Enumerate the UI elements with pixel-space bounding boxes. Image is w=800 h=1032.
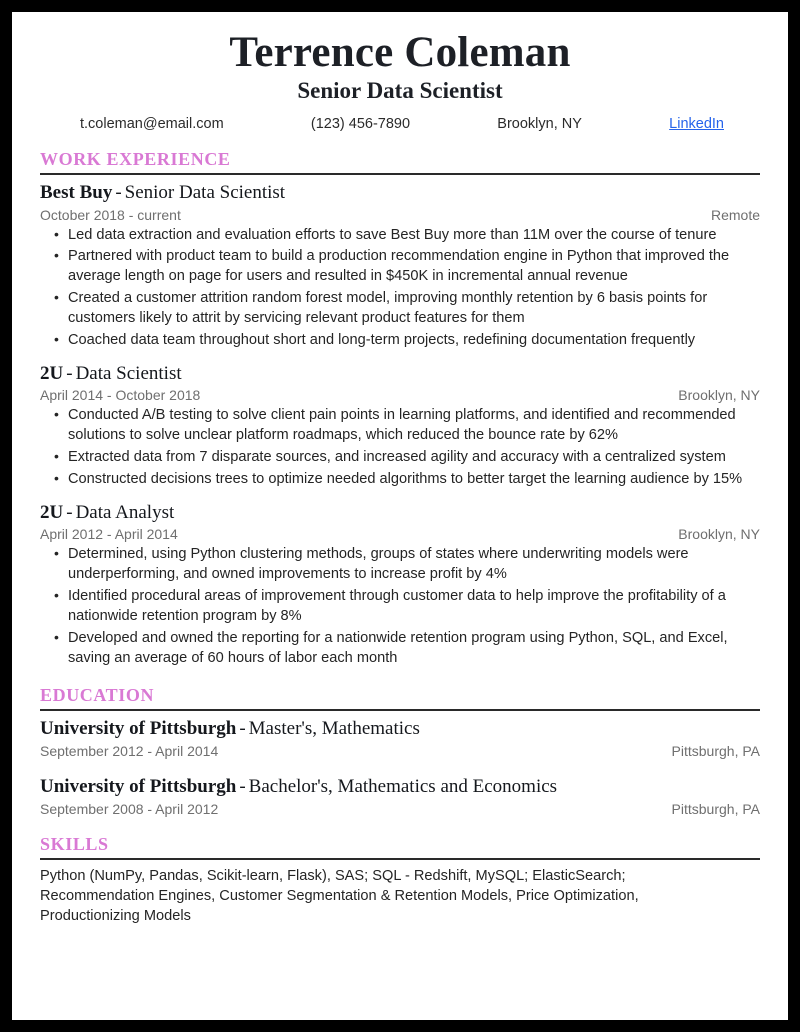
section-divider [40, 173, 760, 175]
skills-list: Python (NumPy, Pandas, Scikit-learn, Flask), SAS; SQL - Redshift, MySQL; ElasticSearch; Recommendation Engines, Customer Segmentation & Retention Models, Price Optimization, Productionizing Models [40, 867, 639, 925]
education-separator: - [239, 718, 246, 740]
resume-document [12, 12, 788, 1020]
section-title-work-experience: WORK EXPERIENCE [40, 148, 231, 169]
work-entry [40, 501, 760, 669]
section-title-education: EDUCATION [40, 685, 155, 706]
work-entry-role: Data Analyst [75, 501, 175, 523]
candidate-name: Terrence Coleman [229, 29, 571, 76]
education-entry-heading [40, 717, 760, 742]
bullet-item: • Developed and owned the reporting for a nationwide retention program using Python, SQL, and Excel, saving an average of 60 hours of labor each month [40, 629, 760, 669]
work-entry-location: Brooklyn, NY [678, 526, 760, 543]
work-entry-location: Remote [710, 206, 760, 223]
work-entry-separator: - [66, 362, 73, 384]
candidate-title: Senior Data Scientist [297, 78, 503, 104]
education-entry [40, 775, 760, 817]
contact-phone[interactable]: (123) 456-7890 [310, 115, 411, 132]
section-title-skills: SKILLS [40, 833, 109, 854]
work-entry-separator: - [115, 181, 122, 203]
bullet-item: • Determined, using Python clustering methods, groups of states where underwriting models were underperforming, and owned improvements to increase profit by 4% [40, 545, 760, 585]
linkedin-link[interactable]: LinkedIn [669, 115, 724, 132]
contact-row [40, 116, 760, 132]
education-dates: September 2008 - April 2012 [40, 800, 219, 817]
education-entry-heading [40, 775, 760, 800]
work-entry-meta [40, 207, 760, 223]
education-location: Pittsburgh, PA [671, 800, 760, 817]
bullet-item: • Extracted data from 7 disparate sources, and increased agility and accuracy with a centralized system [40, 448, 760, 468]
work-entry-dates: April 2014 - October 2018 [40, 387, 201, 404]
work-entry-meta [40, 526, 760, 542]
bullet-item: • Conducted A/B testing to solve client pain points in learning platforms, and identified and recommended solutions to solve unclear platform roadmaps, which reduced the bounce rate by 62% [40, 406, 760, 446]
work-entry-heading [40, 181, 760, 206]
section-work-experience [40, 149, 760, 669]
work-entry-bullets [40, 406, 760, 489]
education-separator: - [239, 776, 246, 798]
resume-header [40, 30, 760, 132]
bullet-item: • Led data extraction and evaluation efforts to save Best Buy more than 11M over the course of tenure [40, 226, 760, 246]
work-entry-separator: - [66, 501, 73, 523]
work-entry-company: 2U [40, 362, 64, 384]
education-entry [40, 717, 760, 759]
work-entry-bullets [40, 545, 760, 668]
work-entry-company: 2U [40, 501, 64, 523]
work-entry [40, 181, 760, 351]
work-entry-location: Brooklyn, NY [678, 387, 760, 404]
bullet-item: • Coached data team throughout short and long-term projects, redefining documentation frequently [40, 331, 760, 351]
education-dates: September 2012 - April 2014 [40, 743, 219, 760]
education-entry-meta [40, 801, 760, 817]
education-location: Pittsburgh, PA [671, 743, 760, 760]
work-entry-bullets [40, 226, 760, 351]
bullet-item: • Created a customer attrition random forest model, improving monthly retention by 6 basis points for customers likely to attrit by servicing relevant product features for them [40, 289, 760, 329]
bullet-item: • Constructed decisions trees to optimize needed algorithms to better target the learning audience by 15% [40, 470, 760, 490]
work-entry-dates: April 2012 - April 2014 [40, 526, 178, 543]
work-entry [40, 362, 760, 490]
education-school: University of Pittsburgh [40, 776, 237, 798]
section-skills [40, 834, 760, 926]
education-entry-meta [40, 743, 760, 759]
work-entry-dates: October 2018 - current [40, 206, 181, 223]
education-school: University of Pittsburgh [40, 718, 237, 740]
contact-email[interactable]: t.coleman@email.com [80, 115, 224, 132]
education-degree: Master's, Mathematics [248, 718, 420, 740]
work-entry-heading [40, 501, 760, 526]
bullet-item: • Identified procedural areas of improvement through customer data to help improve the profitability of a nationwide retention program by 8% [40, 587, 760, 627]
contact-location: Brooklyn, NY [497, 115, 582, 132]
section-divider [40, 858, 760, 860]
work-entry-role: Senior Data Scientist [124, 181, 286, 203]
education-degree: Bachelor's, Mathematics and Economics [248, 776, 558, 798]
section-divider [40, 709, 760, 711]
work-entry-heading [40, 362, 760, 387]
work-entry-role: Data Scientist [75, 362, 182, 384]
work-entry-meta [40, 387, 760, 403]
work-entry-company: Best Buy [40, 181, 113, 203]
section-education [40, 685, 760, 816]
bullet-item: • Partnered with product team to build a production recommendation engine in Python that improved the average length on page for users and resulted in $450K in incremental annual revenue [40, 247, 760, 287]
